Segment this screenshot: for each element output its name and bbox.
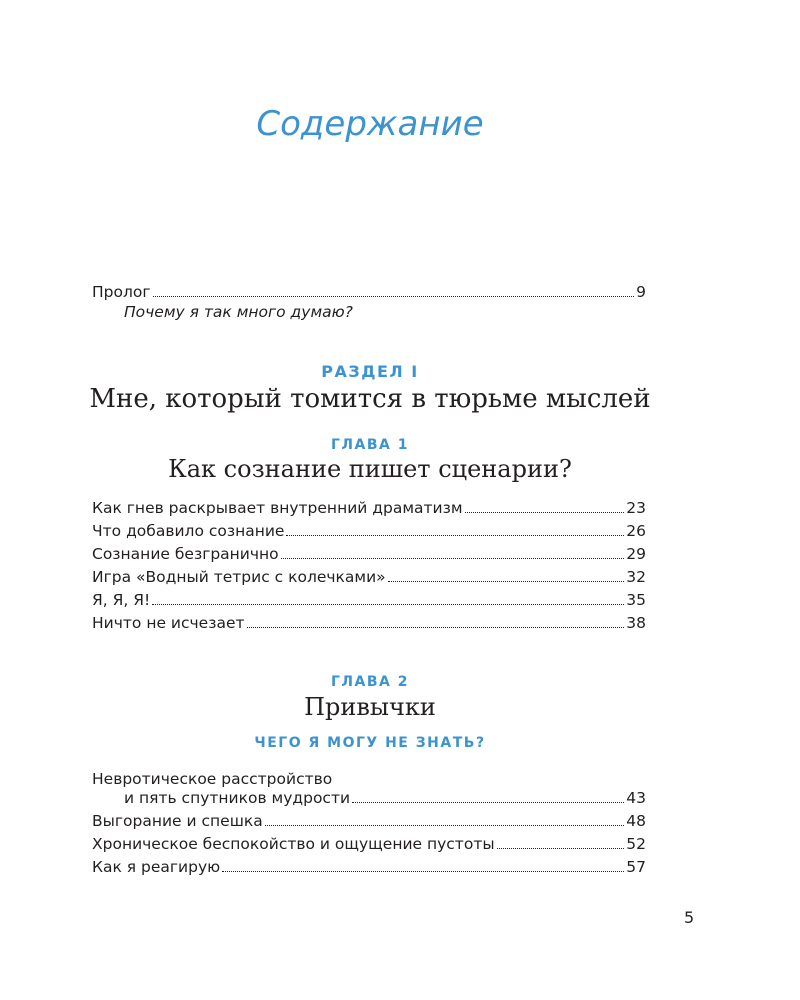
toc-entry: [92, 834, 646, 854]
toc-entry: [92, 811, 646, 831]
toc-entry-label: Как гнев раскрывает внутренний драматизм: [92, 499, 463, 517]
dot-leader: [281, 558, 625, 559]
toc-entry-page: 35: [626, 591, 646, 609]
dot-leader: [352, 802, 624, 803]
dot-leader: [388, 581, 625, 582]
toc-entry: [92, 788, 646, 808]
chapter2-label: ГЛАВА 2: [330, 674, 409, 690]
toc-entry-label: Как я реагирую: [92, 858, 221, 876]
chapter1-title: Как сознание пишет сценарии?: [168, 455, 572, 483]
dot-leader: [465, 512, 625, 513]
toc-entry-label: Пролог: [92, 283, 151, 301]
dot-leader: [247, 627, 625, 628]
dot-leader: [153, 296, 635, 297]
chapter2-subtitle: ЧЕГО Я МОГУ НЕ ЗНАТЬ?: [254, 735, 486, 751]
toc-entry-label: Ничто не исчезает: [92, 614, 245, 632]
toc-entry-page: 38: [626, 614, 646, 632]
toc-entry-label: Я, Я, Я!: [92, 591, 151, 609]
toc-entry-label: Хроническое беспокойство и ощущение пустоты: [92, 835, 495, 853]
chapter1-label: ГЛАВА 1: [330, 437, 409, 453]
toc-entry-page: 29: [626, 545, 646, 563]
toc-entry-label-line1: Невротическое расстройство: [92, 770, 333, 788]
toc-entry: [92, 521, 646, 541]
toc-entry: [92, 590, 646, 610]
page-number: 5: [684, 908, 695, 927]
toc-entry-label: Игра «Водный тетрис с колечками»: [92, 568, 386, 586]
toc-entry: [92, 857, 646, 877]
toc-entry-page: 26: [626, 522, 646, 540]
toc-entry-page: 43: [626, 789, 646, 807]
toc-entry-page: 57: [626, 858, 646, 876]
toc-entry-prologue: [92, 282, 646, 302]
toc-entry: [92, 613, 646, 633]
chapter2-title: Привычки: [304, 693, 436, 721]
toc-entry-page: 32: [626, 568, 646, 586]
toc-entry-label: Выгорание и спешка: [92, 812, 263, 830]
contents-title: Содержание: [256, 104, 484, 144]
dot-leader: [497, 848, 625, 849]
toc-entry: [92, 498, 646, 518]
section-label: РАЗДЕЛ I: [321, 362, 419, 381]
toc-entry-label: Что добавило сознание: [92, 522, 285, 540]
section-title: Мне, который томится в тюрьме мыслей: [89, 384, 651, 414]
toc-entry-page: 52: [626, 835, 646, 853]
toc-entry: [92, 544, 646, 564]
prologue-subtitle: Почему я так много думаю?: [124, 303, 353, 321]
toc-entry-page: 9: [636, 283, 646, 301]
toc-entry-label: и пять спутников мудрости: [124, 789, 351, 807]
dot-leader: [152, 604, 624, 605]
toc-entry-page: 48: [626, 812, 646, 830]
dot-leader: [222, 871, 624, 872]
dot-leader: [286, 535, 624, 536]
toc-entry-label: Сознание безгранично: [92, 545, 279, 563]
toc-entry: [92, 567, 646, 587]
dot-leader: [265, 825, 625, 826]
toc-entry-page: 23: [626, 499, 646, 517]
